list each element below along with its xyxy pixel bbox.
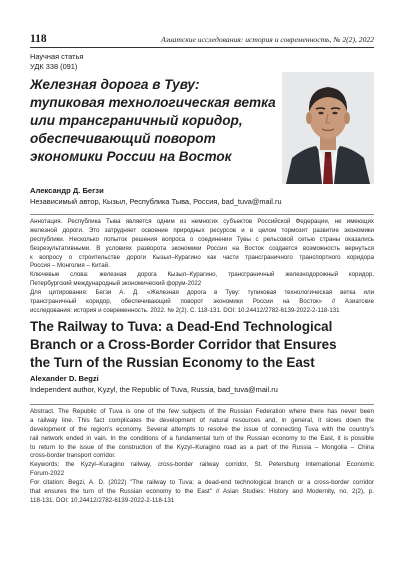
abstract-ru-line: Россия – Монголия – Китай. (30, 262, 110, 270)
abstract-en-line: cross-border transport corridor. (30, 452, 116, 460)
citation-ru-line: Для цитирования: Бегзи А. Д. «Железная дорога в Туву: тупиковая технологическая ветка или (30, 289, 374, 297)
citation-ru-line: трансграничный коридор, обеспечивающий поворот экономики России на Восток» // Азиатские (30, 298, 374, 306)
abstract-en-line: to return to the issue of the construction of the Kyzyl–Kuragino road as a part of the Russia – Mongolia – China (30, 443, 374, 451)
abstract-en-line: a railway line. This fact complicates the development of natural resources and, in general, it slows down the (30, 416, 374, 424)
abstract-ru-line: республики. Несколько попыток решения вопроса о соединении Тувы с рельсовой сетью страны оказались (30, 235, 374, 243)
abstract-en-line: development of the region's economy. Several attempts to resolve the issue of connecting Tuva with the country's (30, 425, 374, 433)
citation-en-line: 118-131. DOI: 10.24412/2782-6139-2022-2-118-131 (30, 496, 175, 504)
russian-title-line: или трансграничный коридор, (30, 113, 243, 128)
author-name-ru: Александр Д. Бегзи (30, 186, 104, 195)
abstract-ru (30, 214, 374, 316)
english-title-line: The Railway to Tuva: a Dead-End Technological (30, 319, 333, 334)
page-number: 118 (30, 33, 47, 45)
keywords-en-line: Forum-2022 (30, 470, 65, 478)
keywords-ru-line: Петербургский международный экономический форум-2022 (30, 280, 202, 288)
english-title-line: the Turn of the Russian Economy to the East (30, 355, 315, 370)
russian-title-line: Железная дорога в Туву: (30, 77, 200, 92)
russian-title-line: обеспечивающий поворот (30, 131, 216, 146)
abstract-en (30, 404, 374, 506)
article-type: Научная статья (30, 52, 84, 61)
journal-title: Азиатские исследования: история и современность, № 2(2), 2022 (161, 35, 374, 44)
citation-en-line: For citation: Begzi, A. D. (2022) "The railway to Tuva: a dead-end technological branch or a cross-border corridor (30, 479, 374, 487)
running-head (30, 33, 374, 48)
abstract-ru-line: к вопросу о строительстве дороги Кызыл–Курагино как части трансграничного транспортного коридора (30, 253, 374, 261)
abstract-en-line: rail network ended in vain. In the conditions of a fundamental turn of the Russian economy to the East, it is possible (30, 434, 374, 442)
russian-title-line: тупиковая технологическая ветка (30, 95, 276, 110)
russian-title (30, 76, 280, 166)
abstract-ru-line: Аннотация. Республика Тыва является одним из немногих субъектов Российской Федерации, не имеющих (30, 218, 374, 225)
keywords-en-line: Keywords: the Kyzyl–Kuragino railway, cross-border railway corridor, St. Petersburg International Economic (30, 461, 374, 469)
citation-en-line: that ensures the turn of the Russian economy to the East" // Asian Studies: History and Modernity, no. 2(2), p. (30, 488, 374, 496)
abstract-ru-line: безрезультативными. В условиях разворота экономики России на Восток создается возможность вернуться (30, 244, 374, 252)
english-title-line: Branch or a Cross-Border Corridor that Ensures (30, 337, 337, 352)
author-photo (282, 72, 374, 184)
english-title (30, 318, 374, 372)
abstract-ru-line: железной дороги. Это затрудняет освоение природных ресурсов и в целом тормозит развитие экономики (30, 226, 374, 234)
abstract-en-line: Abstract. The Republic of Tuva is one of the few subjects of the Russian Federation where there has never been (30, 408, 374, 415)
author-affiliation-ru: Независимый автор, Кызыл, Республика Тыва, Россия, bad_tuva@mail.ru (30, 197, 282, 206)
citation-ru-line: исследования: история и современность. 2022. № 2(2). С. 118-131. DOI: 10.24412/2782-6139-2022-2-118-131 (30, 306, 340, 314)
author-name-en: Alexander D. Begzi (30, 374, 99, 383)
udc-code: УДК 338 (091) (30, 62, 78, 71)
author-portrait-image (282, 72, 374, 184)
russian-title-line: экономики России на Восток (30, 149, 232, 164)
keywords-ru-line: Ключевые слова: железная дорога Кызыл–Курагино, трансграничный железнодорожный коридор, (30, 271, 374, 279)
author-affiliation-en: Independent author, Kyzyl, the Republic of Tuva, Russia, bad_tuva@mail.ru (30, 385, 278, 394)
